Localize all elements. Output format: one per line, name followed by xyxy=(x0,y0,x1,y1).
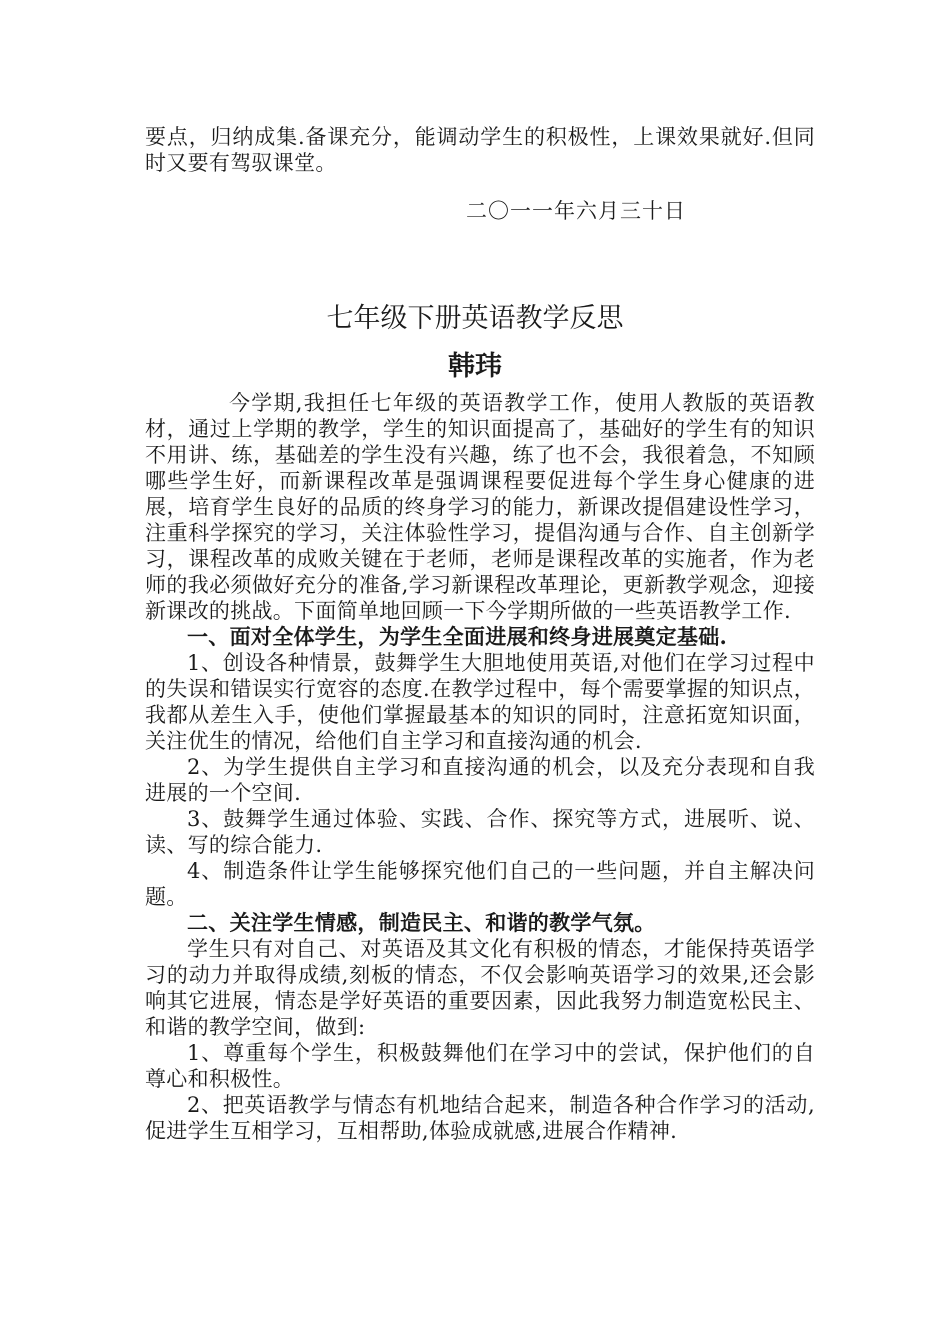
list-item: 4、制造条件让学生能够探究他们自己的一些问题，并自主解决问题。 xyxy=(145,859,815,909)
previous-closing-paragraph: 要点，归纳成集.备课充分，能调动学生的积极性，上课效果就好.但同时又要有驾驭课堂。 xyxy=(145,125,815,175)
body-paragraph: 学生只有对自己、对英语及其文化有积极的情态，才能保持英语学习的动力并取得成绩,刻板的情态，不仅会影响英语学习的效果,还会影响其它进展，情态是学好英语的重要因素，因此我努力制造宽松民主、和谐的教学空间，做到: xyxy=(145,937,815,1039)
list-item: 2、为学生提供自主学习和直接沟通的机会，以及充分表现和自我进展的一个空间. xyxy=(145,755,815,805)
list-item: 3、鼓舞学生通过体验、实践、合作、探究等方式，进展听、说、读、写的综合能力. xyxy=(145,807,815,857)
list-item: 1、尊重每个学生，积极鼓舞他们在学习中的尝试，保护他们的自尊心和积极性。 xyxy=(145,1041,815,1091)
article-author: 韩玮 xyxy=(448,351,502,382)
article-body xyxy=(145,390,815,1144)
intro-paragraph: 今学期,我担任七年级的英语教学工作，使用人教版的英语教材，通过上学期的教学，学生的知识面提高了，基础好的学生有的知识不用讲、练，基础差的学生没有兴趣，练了也不会，我很着急，不知顾哪些学生好，而新课程改革是强调课程要促进每个学生身心健康的进展，培育学生良好的品质的终身学习的能力，新课改提倡建设性学习，注重科学探究的学习，关注体验性学习，提倡沟通与合作、自主创新学习，课程改革的成败关键在于老师，老师是课程改革的实施者，作为老师的我必须做好充分的准备,学习新课程改革理论，更新教学观念，迎接新课改的挑战。下面简单地回顾一下今学期所做的一些英语教学工作. xyxy=(145,391,815,623)
section-heading-1: 一、面对全体学生，为学生全面进展和终身进展奠定基础. xyxy=(187,624,728,649)
list-item: 1、创设各种情景，鼓舞学生大胆地使用英语,对他们在学习过程中的失误和错误实行宽容的态度.在教学过程中，每个需要掌握的知识点，我都从差生入手，使他们掌握最基本的知识的同时，注意拓宽知识面，关注优生的情况，给他们自主学习和直接沟通的机会. xyxy=(145,651,815,753)
section-heading-2: 二、关注学生情感，制造民主、和谐的教学气氛。 xyxy=(187,910,656,935)
list-item: 2、把英语教学与情态有机地结合起来，制造各种合作学习的活动,促进学生互相学习，互相帮助,体验成就感,进展合作精神. xyxy=(145,1093,815,1143)
article-title: 七年级下册英语教学反思 xyxy=(326,303,624,334)
date-line: 二〇一一年六月三十日 xyxy=(466,199,686,223)
